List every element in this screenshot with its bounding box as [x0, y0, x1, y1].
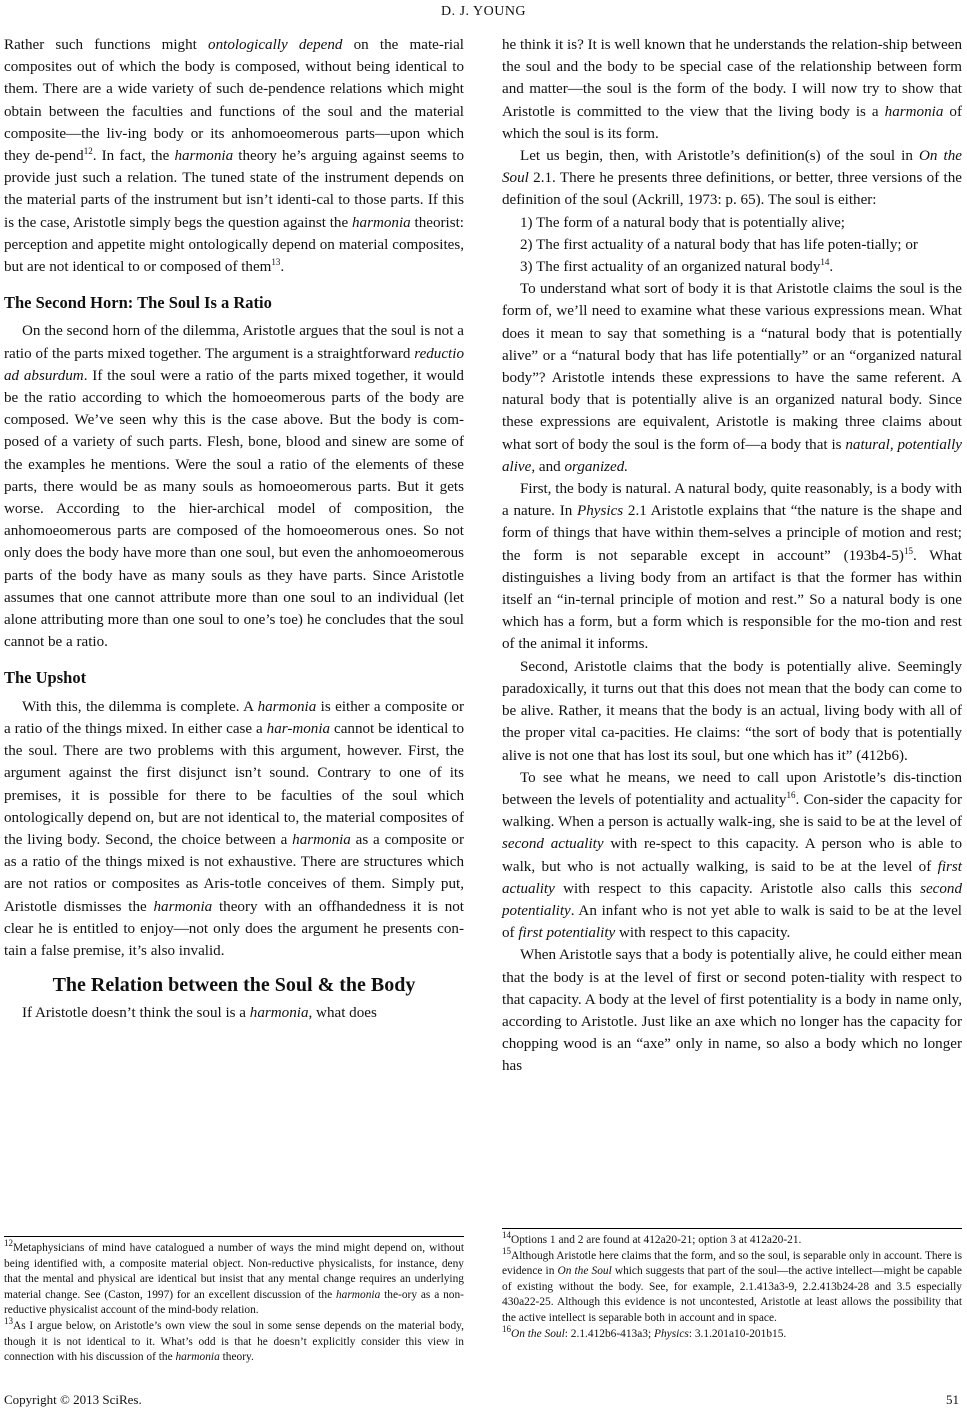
- paragraph: [502, 145, 962, 212]
- italic-run: potentially alive: [502, 436, 963, 475]
- footnote-13: [4, 1316, 464, 1366]
- footnote-ref: 12: [83, 145, 93, 156]
- footnotes-left: [4, 1236, 464, 1366]
- italic-run: harmonia: [257, 698, 317, 715]
- italic-run: harmonia: [884, 103, 944, 120]
- italic-run: On the Soul: [557, 1265, 612, 1278]
- text-run: . Con-sider the capacity for walking. When a person is actually walk-ing, she is said to be at the level of: [502, 791, 962, 831]
- text-run: .: [829, 259, 834, 276]
- italic-run: harmonia: [352, 214, 411, 231]
- text-run: the-ory as a non-reductive physicalist account of the mind-body relation.: [4, 1288, 464, 1317]
- text-run: he think it is? It is well known that he understands the relation-ship between the soul and the body to be special case of the relationship between form and matter—the soul is the form of the body. I will now try to show that Aristotle is committed to the view that the living body is a: [502, 37, 962, 120]
- italic-run: harmonia: [175, 1351, 220, 1364]
- text-run: When Aristotle says that a body is potentially alive, he could either mean that the body is at the level of first or second poten-tiality with respect to that capacity. A body at the level of first potentiality is a body in name only, according to Aristotle. Just like an axe which no longer has the capacity for chopping wood is an “axe” only in name, so also a body which no longer has: [502, 947, 962, 1075]
- text-run: theory with an offhandedness it is not clear he is entitled to enjoy—not only does the argument he presents con-tain a false premise, it’s also invalid.: [4, 898, 465, 959]
- text-run: Metaphysicians of mind have catalogued a number of ways the mind might depend on, without being identified with, a composite material object. Non-reductive physicalists, for instance, deny that the mental and physical are identical but insist that any mental change requires an underlying material change. See (Caston, 1997) for an excellent discussion of the: [4, 1242, 464, 1301]
- italic-run: second potentiality: [502, 880, 962, 919]
- paragraph: [502, 767, 962, 945]
- text-run: on the mate-rial composites out of which the body is composed, without being identical to them. There are a wide variety of such de-pendence relations which might obtain between the faculties and functions of the soul and the material composite—the liv-ing body or its anhomoeomerous parts—upon which they de-pend: [4, 37, 465, 165]
- running-head: D. J. YOUNG: [440, 4, 527, 19]
- paragraph: [502, 944, 962, 1077]
- text-run: With this, the dilemma is complete. A: [22, 698, 258, 715]
- text-run: . If the soul were a ratio of the parts mixed together, it would be the ratio according to which the homoeomerous parts of the body are composed. We’ve seen why this is the case above. But the body is com-posed of a variety of such parts. Flesh, bone, blood and sinew are some of the examples he mentions. Were the soul a ratio of the elements of these parts, there would be as many souls as homoeomerous parts. But it gets worse. According to the hier-archical model of composition, the anhomoeomerous parts are composed of the homoeomerous ones. So not only does the body have more than one soul, but even the anhomoeomerous parts of the body have as many souls as they have parts. Since Aristotle assumes that one cannot attribute more than one soul to an individual (let alone attributing more than one soul to one’s toe) he concludes that the soul cannot be a ratio.: [4, 367, 464, 651]
- italic-run: ontologically depend: [208, 37, 343, 53]
- text-run: To understand what sort of body it is that Aristotle claims the soul is the form of, we’ll need to examine what these various expressions mean. What does it mean to say that something is a “natural body that is potentially alive” or a “natural body that has life potentially” or an “organized natural body”? Aristotle intends these expressions to have the same referent. A natural body that is potentially alive is an organized natural body. Since these expressions are equivalent, Aristotle is making three claims about what sort of body the soul is the form of—a body that is: [502, 281, 962, 453]
- footnote-14: [502, 1230, 962, 1249]
- text-run: Although Aristotle here claims that the form, and so the soul, is separable only in account. There is evidence in: [502, 1249, 962, 1278]
- paragraph: [4, 34, 464, 278]
- footnote-ref: 14: [502, 1230, 511, 1241]
- italic-run: On the Soul: [502, 148, 962, 187]
- footnote-ref: 15: [502, 1245, 511, 1256]
- text-run: If Aristotle doesn’t think the soul is a: [22, 1005, 250, 1022]
- text-run: . An infant who is not yet able to walk is said to be at the level of: [502, 902, 962, 942]
- text-run: theorist: perception and appetite might ontologically depend on material composites, but are not identical to or composed of them: [4, 214, 464, 276]
- right-column: [502, 34, 962, 1078]
- definition-item-3: [502, 256, 962, 278]
- footnote-ref: 16: [502, 1323, 511, 1334]
- text-run: Let us begin, then, with Aristotle’s definition(s) of the soul in: [520, 148, 920, 165]
- footnote-ref: 13: [271, 257, 281, 267]
- text-run: First, the body is natural. A natural body, quite reasonably, is a body with a nature. In: [502, 481, 962, 520]
- text-run: which suggests that part of the soul—the active intellect—might be capable of existing without the body. See, for example, 2.1.413a3-9, 2.2.413b24-28 and 3.5 especially 430a22-25. Although this evidence is not uncontested, Aristotle at least allows the possibility that the active intellect is separable both in account and in space.: [502, 1265, 962, 1324]
- text-run: 2) The first actuality of a natural body that has life poten-tially; or: [520, 236, 918, 253]
- text-run: : 3.1.201a10-201b15.: [688, 1327, 787, 1340]
- italic-run: harmonia: [249, 1005, 309, 1022]
- text-run: with re-spect to this capacity. A person who is able to walk, but who is not actually walking, is said to be at the level of: [502, 836, 962, 875]
- text-run: Rather such functions might: [4, 37, 209, 53]
- footnote-ref: 15: [903, 545, 913, 556]
- footnote-ref: 16: [786, 789, 796, 800]
- text-run: : 2.1.412b6-413a3;: [564, 1327, 655, 1340]
- italic-run: first potentiality: [518, 925, 616, 942]
- text-run: 2.1. There he presents three definitions, or better, three versions of the definition of the soul (Ackrill, 1973: p. 65). The soul is either:: [502, 170, 962, 209]
- paragraph: [4, 320, 464, 653]
- italic-run: har-monia: [266, 720, 331, 737]
- text-run: theory he’s arguing against seems to provide just such a relation. The tuned state of the instrument depends on the material parts of the instrument but isn’t identi-cal to those parts. If this is the case, Aristotle simply begs the question against the: [4, 148, 464, 231]
- italic-run: organized.: [564, 458, 629, 475]
- footnote-12: [4, 1238, 464, 1319]
- footnotes-right: [502, 1228, 962, 1342]
- footnote-ref: 14: [820, 257, 830, 267]
- section-heading-upshot: The Upshot: [4, 668, 87, 688]
- text-run: On the second horn of the dilemma, Aristotle argues that the soul is not a ratio of the parts mixed together. The argument is a straightforward: [4, 323, 464, 362]
- text-run: 2.1 Aristotle explains that “the nature is the shape and form of things that have within them-selves a principle of motion and rest; the form is not separable except in account” (193b4-5): [502, 503, 962, 564]
- text-run: ,: [889, 436, 898, 453]
- italic-run: second actuality: [502, 836, 604, 853]
- footnote-ref: 13: [4, 1316, 13, 1327]
- section-heading-relation: The Relation between the Soul & the Body: [52, 974, 416, 997]
- footnote-ref: 12: [4, 1238, 13, 1249]
- italic-run: harmonia: [174, 148, 234, 165]
- italic-run: harmonia: [292, 831, 351, 848]
- italic-run: On the Soul: [511, 1327, 565, 1340]
- paragraph: [502, 34, 962, 145]
- definition-item-1: [502, 212, 962, 234]
- italic-run: natural: [845, 436, 890, 453]
- italic-run: harmonia: [335, 1288, 381, 1301]
- paragraph: [502, 656, 962, 767]
- text-run: is either a composite or a ratio of the things mixed. In either case a: [4, 698, 464, 737]
- text-run: . What distinguishes a living body from an artifact is that the former has within itself an “in-ternal principle of motion and rest.” So a natural body is one which has a form, but a form which is responsible for the mo-tion and rest of the animal it informs.: [502, 547, 962, 653]
- footnote-15: [502, 1245, 962, 1327]
- text-run: As I argue below, on Aristotle’s own view the soul in some sense depends on the material body, though it is not identical to it. What’s odd is that he doesn’t explicitly consider this view in connection with his discussion of the: [4, 1319, 464, 1364]
- text-run: , what does: [308, 1005, 377, 1022]
- text-run: theory.: [219, 1351, 254, 1364]
- paragraph: [502, 478, 962, 656]
- italic-run: harmonia: [153, 898, 213, 915]
- italic-run: first actuality: [502, 858, 962, 897]
- paragraph: [4, 1002, 464, 1024]
- italic-run: reductio ad absurdum: [4, 345, 464, 384]
- text-run: . In fact, the: [92, 148, 175, 165]
- text-run: To see what he means, we need to call upon Aristotle’s dis-tinction between the levels of potentiality and actuality: [502, 769, 962, 808]
- italic-run: Physics: [654, 1327, 689, 1340]
- paragraph: [4, 696, 464, 962]
- section-heading-second-horn: The Second Horn: The Soul Is a Ratio: [4, 293, 272, 313]
- page-number: 51: [946, 1392, 959, 1407]
- copyright-notice: Copyright © 2013 SciRes.: [4, 1392, 142, 1407]
- text-run: as a composite or as a ratio of the things mixed is not exhaustive. There are structures which are not ratios or composites as Aris-totle conceives of them. Simply put, Aristotle dismisses the: [4, 831, 464, 915]
- text-run: with respect to this capacity.: [615, 925, 791, 942]
- definition-item-2: [502, 234, 962, 256]
- text-run: Second, Aristotle claims that the body is potentially alive. Seemingly paradoxically, it turns out that this does not mean that the body can come to be alive. Rather, it means that the body is an actual, living body with all of the proper vital ca-pacities. He claims: “the sort of body that is potentially alive is not one that has lost its soul, but one which has it” (412b6).: [502, 658, 962, 764]
- text-run: 3) The first actuality of an organized natural body: [520, 259, 821, 276]
- text-run: .: [280, 259, 285, 276]
- text-run: 1) The form of a natural body that is potentially alive;: [520, 214, 845, 231]
- text-run: with respect to this capacity. Aristotle also calls this: [554, 880, 921, 897]
- text-run: Options 1 and 2 are found at 412a20-21; option 3 at 412a20-21.: [511, 1234, 802, 1246]
- footnote-16: [502, 1323, 962, 1343]
- italic-run: Physics: [577, 503, 624, 520]
- paragraph: [502, 278, 962, 478]
- text-run: of which the soul is its form.: [502, 103, 962, 142]
- text-run: cannot be identical to the soul. There are two problems with this argument, however. First, the argument against the first disjunct isn’t sound. Contrary to one of its premises, it is possible for there to be faculties of the soul which ontologically depend on, but are not identical to, the material composites of the living body. Second, the choice between a: [4, 720, 464, 848]
- left-column: [4, 34, 464, 1025]
- text-run: , and: [531, 458, 565, 475]
